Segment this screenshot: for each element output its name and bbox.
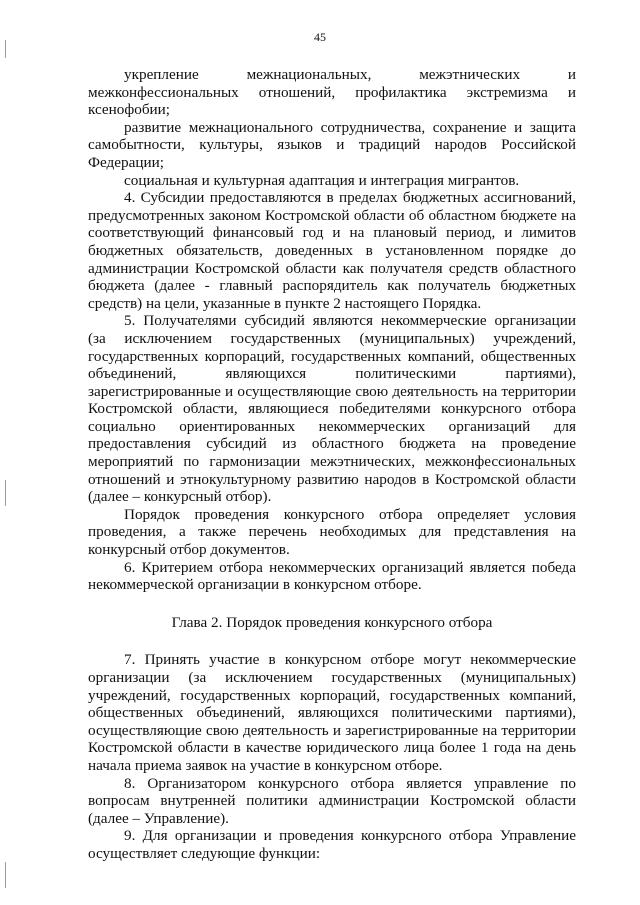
- document-body: [88, 66, 576, 863]
- paragraph: 5. Получателями субсидий являются некоммерческие организации (за исключением государственных (муниципальных) учреждений, государственных корпораций, государственных компаний, общественных объединений, являющихся политическими партиями), зарегистрированные и осуществляющие свою деятельность на территории Костромской области, являющиеся победителями конкурсного отбора социально ориентированных некоммерческих организаций для предоставления субсидий из областного бюджета на проведение мероприятий по гармонизации межэтнических, межконфессиональных отношений и этнокультурному развитию народов в Костромской области (далее – конкурсный отбор).: [88, 312, 576, 506]
- paragraph: 6. Критерием отбора некоммерческих организаций является победа некоммерческой организации в конкурсном отборе.: [88, 558, 576, 594]
- paragraph: 8. Организатором конкурсного отбора является управление по вопросам внутренней политики администрации Костромской области (далее – Управление).: [88, 774, 576, 827]
- paragraph: Порядок проведения конкурсного отбора определяет условия проведения, а также перечень необходимых для представления на конкурсный отбор документов.: [88, 505, 576, 559]
- chapter-title: Глава 2. Порядок проведения конкурсного отбора: [171, 613, 493, 631]
- paragraph: социальная и культурная адаптация и интеграция мигрантов.: [124, 171, 520, 189]
- paragraph: укрепление межнациональных, межэтнических и межконфессиональных отношений, профилактика экстремизма и ксенофобии;: [88, 66, 576, 119]
- scan-edge-mark-middle: [5, 480, 6, 506]
- paragraph: развитие межнационального сотрудничества, сохранение и защита самобытности, культуры, языков и традиций народов Российской Федерации;: [88, 118, 576, 171]
- paragraph: 9. Для организации и проведения конкурсного отбора Управление осуществляет следующие функции:: [88, 827, 576, 862]
- page-number: 45: [314, 30, 326, 44]
- paragraph: 7. Принять участие в конкурсном отборе могут некоммерческие организации (за исключением государственных (муниципальных) учреждений, государственных корпораций, государственных компаний, общественных объединений, являющихся политическими партиями), осуществляющие свою деятельность и зарегистрированные на территории Костромской области в качестве юридического лица более 1 года на день начала приема заявок на участие в конкурсном отборе.: [88, 651, 576, 774]
- scan-edge-mark-bottom: [5, 862, 6, 888]
- paragraph: 4. Субсидии предоставляются в пределах бюджетных ассигнований, предусмотренных законом Костромской области об областном бюджете на соответствующий финансовый год и на плановый период, и лимитов бюджетных обязательств, доведенных в установленном порядке до администрации Костромской области как получателя средств областного бюджета (далее - главный распорядитель как получатель бюджетных средств) на цели, указанные в пункте 2 настоящего Порядка.: [88, 189, 576, 312]
